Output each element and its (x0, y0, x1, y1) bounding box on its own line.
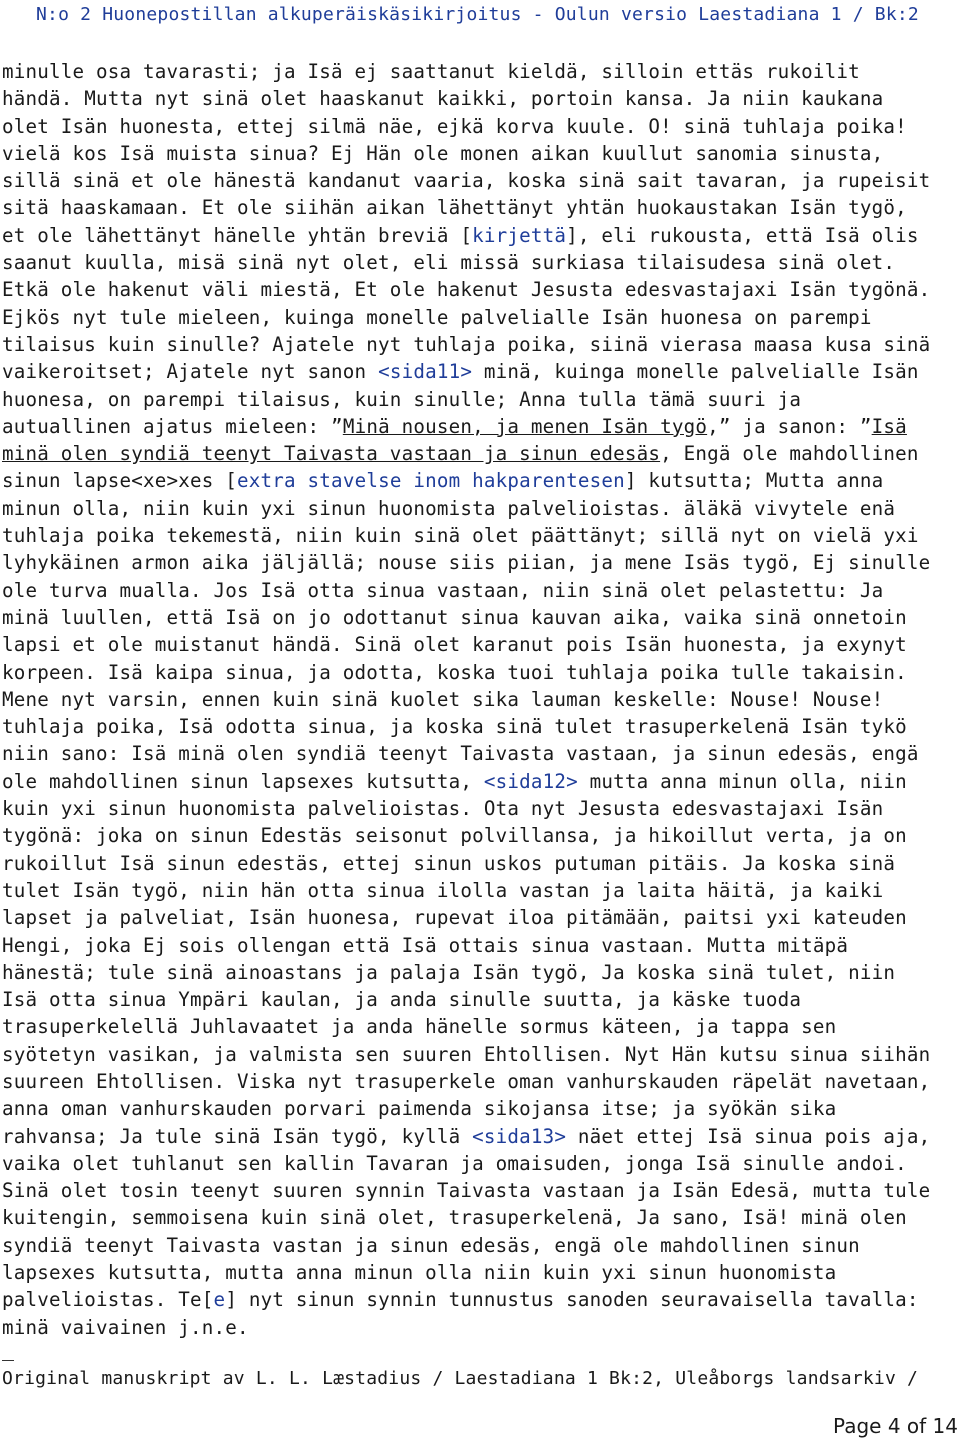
footnote: Original manuskript av L. L. Læstadius / Laestadiana 1 Bk:2, Uleåborgs landsarkiv / (2, 1368, 919, 1389)
text-segment: ] nyt sinun synnin tunnustus sanoden seuravaisella tavalla: minä vaivainen j.n.e. (2, 1288, 919, 1339)
text-segment: , Engä ole mahdollinen sinun lapse<xe>xes [ (2, 442, 919, 493)
text-segment: ] kutsutta; Mutta anna minun olla, niin kuin yxi sinun huonomista palvelioistas. äläkä vivytele enä tuhlaja poika tekemestä, niin kuin sinä olet päättänyt; sillä nyt on vielä yxi lyhykäinen armon aika jäljällä; nouse siis piian, ja mene Isäs tygö, Ej sinulle ole turva mualla. Jos Isä otta sinua vastaan, niin sinä olet pelastettu: Ja minä luullen, että Isä on jo odottanut sinua kauvan aika, vaika sinä onnetoin lapsi et ole muistanut händä. Sinä olet karanut pois Isän huonesta, ja exynyt korpeen. Isä kaipa sinua, ja odotta, koska tuoi tuhlaja poika tulle takaisin. Mene nyt varsin, ennen kuin sinä kuolet sika lauman keskelle: Nouse! Nouse! tuhlaja poika, Isä odotta sinua, ja koska sinä tulet trasuperkelenä Isän tykö niin sano: Isä minä olen syndiä teenyt Taivasta vastaan, ja sinun edesäs, engä ole mahdollinen sinun lapsexes kutsutta, (2, 469, 931, 793)
page-number: Page 4 of 14 (833, 1414, 958, 1438)
text-segment: ,” ja sanon: ” (707, 414, 872, 438)
underlined-quote: Isä minä olen syndiä teenyt Taivasta vastaan ja sinun edesäs (2, 414, 907, 466)
footnote-divider (2, 1360, 14, 1361)
text-segment: minulle osa tavarasti; ja Isä ej saattanut kieldä, silloin ettäs rukoilit händä. Mutta nyt sinä olet haaskanut kaikki, portoin kansa. Ja niin kaukana olet Isän huonesta, ettej silmä näe, ejkä korva kuule. O! sinä tuhlaja poika! vielä kos Isä muista sinua? Ej Hän ole monen aikan kuullut sanomia sinusta, sillä sinä et ole hänestä kandanut vaaria, koska sinä sait tavaran, ja rupeisit sitä haaskamaan. Et ole siihän aikan lähettänyt yhtän huokaustakan Isän tygö, et ole lähettänyt hänelle yhtän breviä [ (2, 60, 931, 247)
page-marker: <sida13> (472, 1124, 567, 1148)
text-segment: mutta anna minun olla, niin kuin yxi sinun huonomista palvelioistas. Ota nyt Jesusta edesvastajaxi Isän tygönä: joka on sinun Edestäs seisonut polvillansa, ja hikoillut verta, ja on rukoillut Isä sinun edestäs, ettej sinun uskos putuman pitäis. Ja koska sinä tulet Isän tygö, niin hän otta sinua ilolla vastan ja laita häitä, ja kaiki lapset ja palveliat, Isän huonesa, rupevat iloa pitämään, paitsi yxi kateuden Hengi, joka Ej sois ollengan että Isä ottais sinua vastaan. Mutta mitäpä hänestä; tule sinä ainoastans ja palaja Isän tygö, Ja koska sinä tulet, niin Isä otta sinua Ympäri kaulan, ja anda sinulle suutta, ja käske tuoda trasuperkelellä Juhlavaatet ja anda hänelle sormus käteen, ja tappa sen syötetyn vasikan, ja valmista sen suuren Ehtollisen. Nyt Hän kutsu sinua siihän suureen Ehtollisen. Viska nyt trasuperkele oman vanhurskauden räpelät navetaan, anna oman vanhurskauden porvari paimenda sikojansa itse; ja syökän sika rahvansa; Ja tule sinä Isän tygö, kyllä (2, 769, 931, 1148)
editorial-insertion: extra stavelse inom hakparentesen (237, 469, 625, 493)
document-header: N:o 2 Huonepostillan alkuperäiskäsikirjoitus - Oulun versio Laestadiana 1 / Bk:2 (36, 4, 919, 25)
text-segment: ], eli rukousta, että Isä olis saanut kuulla, misä sinä nyt olet, eli missä surkiasa tilaisudesa sinä olet. Etkä ole hakenut väli miestä, Et ole hakenut Jesusta edesvastajaxi Isän tygönä. Ejkös nyt tule mieleen, kuinga monelle palvelialle Isän huonesa on parempi tilaisus kuin sinulle? Ajatele nyt tuhlaja poika, siinä vierasa maasa kusa sinä vaikeroitset; Ajatele nyt sanon (2, 223, 931, 384)
page-marker: <sida12> (483, 769, 578, 793)
underlined-quote: Minä nousen, ja menen Isän tygö (342, 414, 708, 438)
editorial-insertion: kirjettä (472, 223, 567, 247)
page-marker: <sida11> (378, 360, 473, 384)
editorial-insertion: e (213, 1288, 226, 1312)
text-segment: minä, kuinga monelle palvelialle Isän huonesa, on parempi tilaisus, kuin sinulle; Anna tulla tämä suuri ja autuallinen ajatus mieleen: ” (2, 360, 919, 438)
text-segment: näet ettej Isä sinua pois aja, vaika olet tuhlanut sen kallin Tavaran ja omaisuden, jonga Isä sinulle andoi. Sinä olet tosin teenyt suuren synnin Taivasta vastaan ja Isän Edesä, mutta tule kuitengin, semmoisena kuin sinä olet, trasuperkelenä, Ja sano, Isä! minä olen syndiä teenyt Taivasta vastan ja sinun edesäs, engä ole mahdollinen sinun lapsexes kutsutta, mutta anna minun olla niin kuin yxi sinun huonomista palvelioistas. Te[ (2, 1124, 931, 1312)
body-text (2, 58, 942, 1341)
